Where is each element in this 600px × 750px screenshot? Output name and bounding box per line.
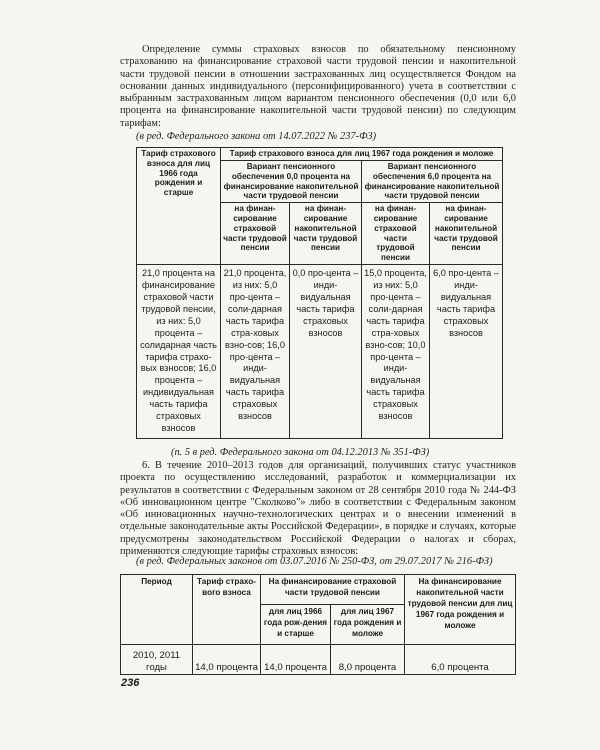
t1-sub-funded-a: на финан-сирование накопительной части трудовой пенсии [290, 203, 362, 265]
t1-cell-a-funded: 0,0 про-цента – инди-видуальная часть тарифа страховых взносов [290, 265, 362, 439]
tariff-table-1 [136, 147, 503, 439]
amendment-note-p5: (п. 5 в ред. Федерального закона от 04.12.2013 № 351-ФЗ) [171, 447, 430, 458]
t2-cell-period: 2010, 2011 годы [121, 645, 193, 675]
t2-header-insurance: На финансирование страховой части трудовой пенсии [261, 575, 405, 605]
t1-header-1966: Тариф страхового взноса для лиц 1966 года рождения и старше [137, 148, 221, 265]
t1-cell-b-funded: 6,0 про-цента – инди-видуальная часть тарифа страховых взносов [430, 265, 503, 439]
t2-header-1967: для лиц 1967 года рождения и моложе [331, 605, 405, 645]
t1-variant-0: Вариант пенсионного обеспечения 0,0 процента на финансирование накопительной части трудовой пенсии [221, 161, 362, 203]
tariff-table-2 [120, 574, 516, 675]
t1-sub-insurance-a: на финан-сирование страховой части трудовой пенсии [221, 203, 290, 265]
item6-amendment-note: (в ред. Федеральных законов от 03.07.2016 № 250-ФЗ, от 29.07.2017 № 216-ФЗ) [136, 556, 493, 567]
t1-cell-1966: 21,0 процента на финансирование страховой части трудовой пенсии, из них: 5,0 процента – солидарная часть тарифа страхо-вых взносов; 16,0 процента – индивидуальная часть тарифа страховых взносов [137, 265, 221, 439]
item6-paragraph: 6. В течение 2010–2013 годов для организаций, получивших статус участников проекта по осуществлению исследований, разработок и коммерциализации их результатов в соответствии с Федеральным законом от 28 сентября 2010 года № 244-ФЗ «Об инновационном центре "Сколково"» либо в соответствии с Федеральным законом «Об инновационных научно-технологических центрах и о внесении изменений в отдельные законодательные акты Российской Федерации», в порядке и случаях, которые предусмотрены законодательством Российской Федерации о налогах и сборах, применяются следующие тарифы страховых взносов: [120, 460, 516, 558]
page-number: 236 [121, 677, 140, 689]
t2-header-period: Период [121, 575, 193, 645]
t2-cell-tariff: 14,0 процента [193, 645, 261, 675]
t2-cell-1967: 8,0 процента [331, 645, 405, 675]
t1-sub-insurance-b: на финан-сирование страховой части трудовой пенсии [362, 203, 430, 265]
table-row [121, 645, 516, 675]
t2-header-tariff: Тариф страхо-вого взноса [193, 575, 261, 645]
t1-variant-6: Вариант пенсионного обеспечения 6,0 процента на финансирование накопительной части трудовой пенсии [362, 161, 503, 203]
t1-cell-a-insurance: 21,0 процента, из них: 5,0 про-цента – соли-дарная часть тарифа стра-ховых взно-сов; 16,0 про-цента – инди-видуальная часть тарифа страховых взносов [221, 265, 290, 439]
t1-sub-funded-b: на финан-сирование накопительной части трудовой пенсии [430, 203, 503, 265]
t1-cell-b-insurance: 15,0 процента, из них: 5,0 про-цента – соли-дарная часть тарифа стра-ховых взно-сов; 10,0 про-цента – инди-видуальная часть тарифа страховых взносов [362, 265, 430, 439]
intro-paragraph: Определение суммы страховых взносов по обязательному пенсионному страхованию на финансирование страховой части трудовой пенсии и накопительной части трудовой пенсии в отношении застрахованных лиц осуществляется Фондом на основании данных индивидуального (персонифицированного) учета в соответствии с выбранным застрахованным лицом вариантом пенсионного обеспечения (0,0 или 6,0 процента на финансирование накопительной части трудовой пенсии) по следующим тарифам: [120, 44, 516, 129]
intro-amendment-note: (в ред. Федерального закона от 14.07.2022 № 237-ФЗ) [136, 131, 377, 142]
table-row [137, 265, 503, 439]
t2-cell-1966: 14,0 процента [261, 645, 331, 675]
t2-header-funded: На финансирование накопительной части трудовой пенсии для лиц 1967 года рождения и моложе [405, 575, 516, 645]
t1-header-1967: Тариф страхового взноса для лиц 1967 года рождения и моложе [221, 148, 503, 161]
t2-cell-funded: 6,0 процента [405, 645, 516, 675]
t2-header-1966: для лиц 1966 года рож-дения и старше [261, 605, 331, 645]
